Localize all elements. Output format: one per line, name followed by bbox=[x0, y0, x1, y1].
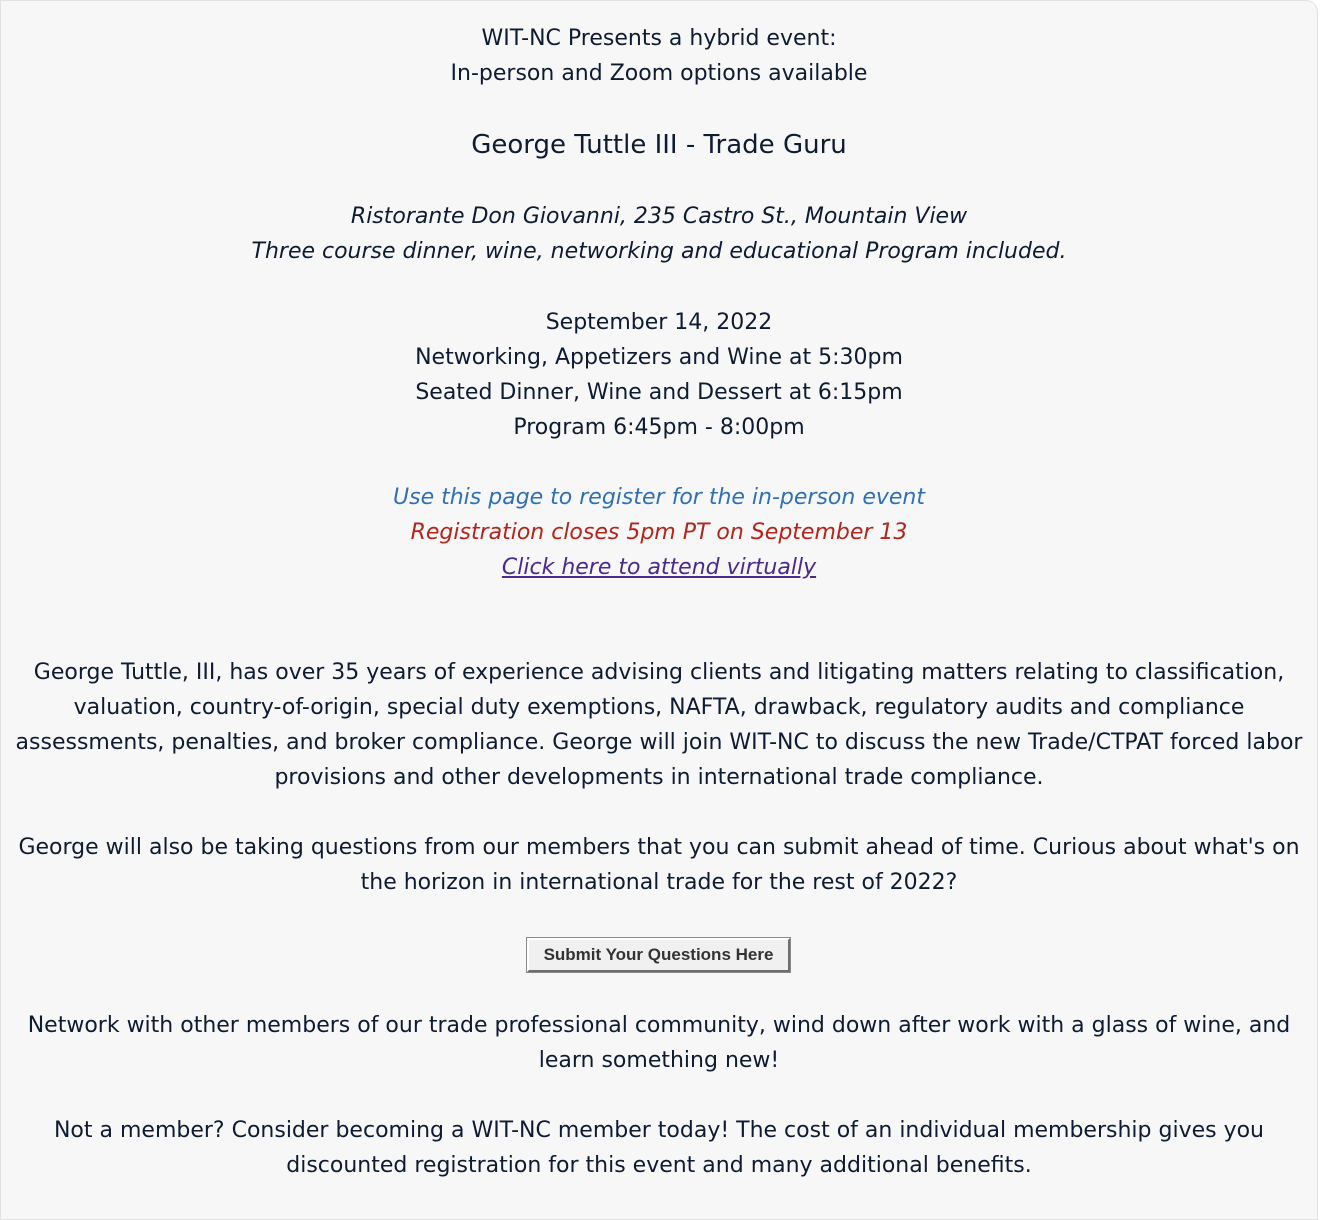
attend-virtually-link[interactable]: Click here to attend virtually bbox=[501, 555, 817, 580]
membership-text: Not a member? Consider becoming a WIT-NC member today! The cost of an individual membership gives you discounted registration for this event and many additional benefits. bbox=[53, 1118, 1265, 1178]
venue-info bbox=[1, 199, 1317, 269]
event-date: September 14, 2022 bbox=[545, 310, 773, 335]
event-schedule bbox=[1, 305, 1317, 445]
registration-in-person-note: Use this page to register for the in-person event bbox=[393, 485, 925, 510]
venue-includes: Three course dinner, wine, networking and educational Program included. bbox=[251, 239, 1067, 264]
schedule-program: Program 6:45pm - 8:00pm bbox=[513, 415, 805, 440]
event-intro-line: WIT-NC Presents a hybrid event: bbox=[481, 26, 837, 51]
venue-address: Ristorante Don Giovanni, 235 Castro St., Mountain View bbox=[350, 204, 968, 229]
speaker-bio-text: George Tuttle, III, has over 35 years of experience advising clients and litigating matters relating to classification, valuation, country-of-origin, special duty exemptions, NAFTA, drawback, regulatory audits and compliance assessments, penalties, and broker compliance. George will join WIT-NC to discuss the new Trade/CTPAT forced labor provisions and other developments in international trade compliance. bbox=[15, 660, 1303, 790]
questions-text: George will also be taking questions from our members that you can submit ahead of time. Curious about what's on the horizon in international trade for the rest of 2022? bbox=[18, 835, 1300, 895]
speaker-title: George Tuttle III - Trade Guru bbox=[471, 130, 847, 160]
event-header bbox=[1, 21, 1317, 91]
speaker-bio bbox=[15, 655, 1303, 795]
registration-deadline: Registration closes 5pm PT on September 13 bbox=[410, 520, 908, 545]
schedule-networking: Networking, Appetizers and Wine at 5:30pm bbox=[415, 345, 903, 370]
event-format-line: In-person and Zoom options available bbox=[450, 61, 868, 86]
membership-paragraph bbox=[15, 1113, 1303, 1183]
questions-paragraph bbox=[15, 830, 1303, 900]
schedule-dinner: Seated Dinner, Wine and Dessert at 6:15pm bbox=[415, 380, 903, 405]
submit-questions-button[interactable]: Submit Your Questions Here bbox=[527, 938, 790, 972]
registration-info bbox=[1, 480, 1317, 585]
network-paragraph bbox=[15, 1008, 1303, 1078]
network-text: Network with other members of our trade professional community, wind down after work with a glass of wine, and learn something new! bbox=[27, 1013, 1291, 1073]
